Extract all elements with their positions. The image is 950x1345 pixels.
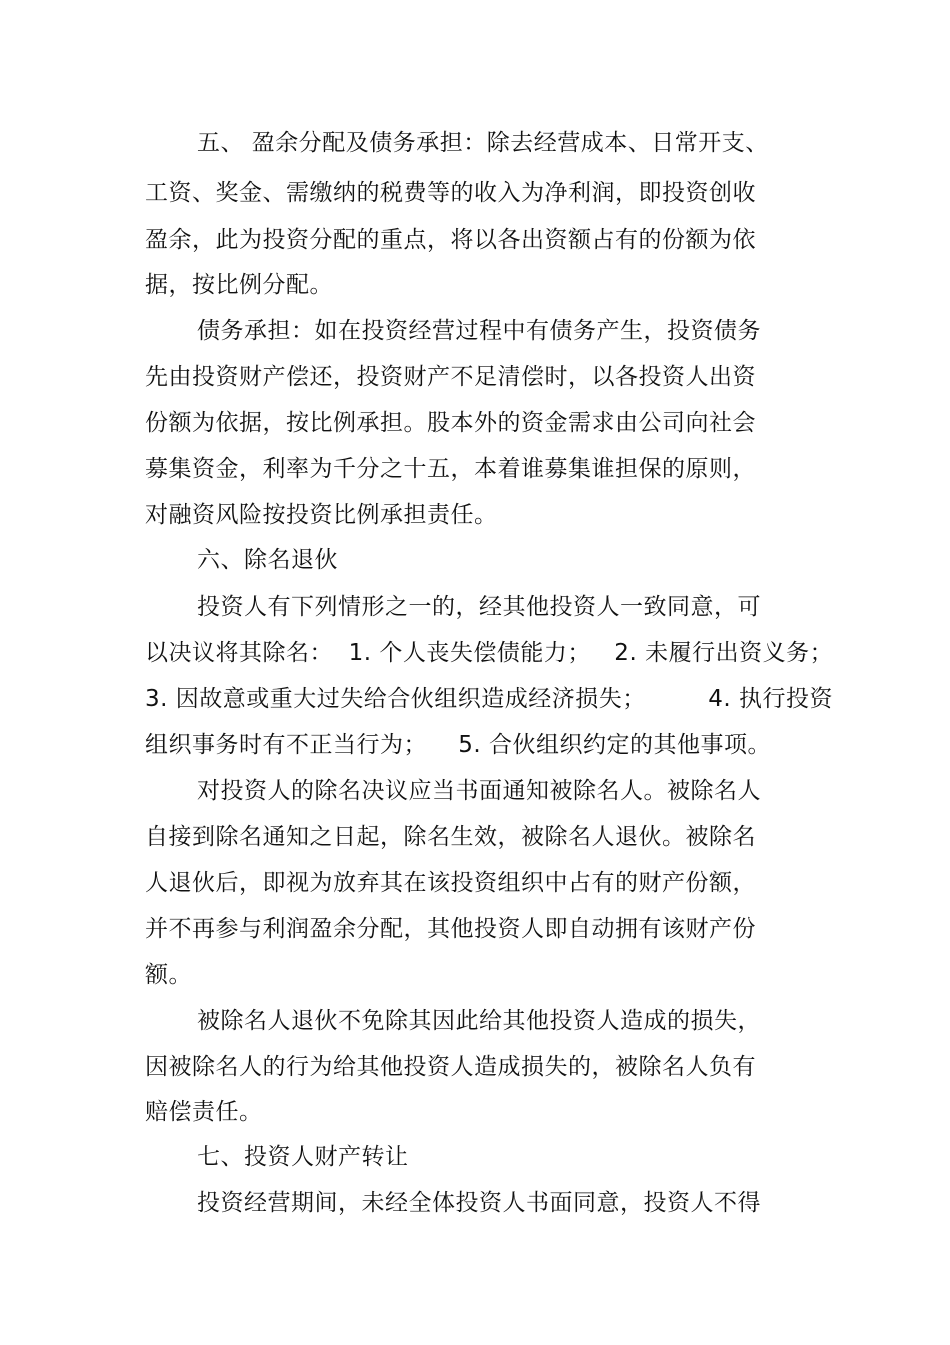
section-5-heading-line: 五、 盈余分配及债务承担：除去经营成本、日常开支、 [197, 130, 769, 156]
paragraph-line: 份额为依据，按比例承担。股本外的资金需求由公司向社会 [145, 410, 756, 436]
paragraph-line: 据，按比例分配。 [145, 272, 333, 298]
paragraph-line: 工资、奖金、需缴纳的税费等的收入为净利润，即投资创收 [145, 180, 756, 206]
section-6-heading: 六、除名退伙 [197, 547, 338, 573]
paragraph-line: 对投资人的除名决议应当书面通知被除名人。被除名人 [197, 778, 761, 804]
paragraph-line: 盈余，此为投资分配的重点，将以各出资额占有的份额为依 [145, 227, 756, 253]
paragraph-line: 自接到除名通知之日起，除名生效，被除名人退伙。被除名 [145, 824, 756, 850]
paragraph-line: 债务承担：如在投资经营过程中有债务产生，投资债务 [197, 318, 761, 344]
paragraph-line: 3. 因故意或重大过失给合伙组织造成经济损失； 4. 执行投资 [145, 686, 833, 712]
paragraph-line: 投资经营期间，未经全体投资人书面同意，投资人不得 [197, 1190, 761, 1216]
paragraph-line: 投资人有下列情形之一的，经其他投资人一致同意，可 [197, 594, 761, 620]
paragraph-line: 被除名人退伙不免除其因此给其他投资人造成的损失， [197, 1008, 761, 1034]
paragraph-line: 赔偿责任。 [145, 1099, 263, 1125]
paragraph-line: 募集资金，利率为千分之十五，本着谁募集谁担保的原则， [145, 456, 756, 482]
paragraph-line: 因被除名人的行为给其他投资人造成损失的，被除名人负有 [145, 1054, 756, 1080]
paragraph-line: 先由投资财产偿还，投资财产不足清偿时，以各投资人出资 [145, 364, 756, 390]
section-7-heading: 七、投资人财产转让 [197, 1144, 409, 1170]
paragraph-line: 对融资风险按投资比例承担责任。 [145, 502, 498, 528]
paragraph-line: 并不再参与利润盈余分配，其他投资人即自动拥有该财产份 [145, 916, 756, 942]
paragraph-line: 额。 [145, 962, 192, 988]
paragraph-line: 人退伙后，即视为放弃其在该投资组织中占有的财产份额， [145, 870, 756, 896]
paragraph-line: 以决议将其除名： 1. 个人丧失偿债能力； 2. 未履行出资义务； [145, 640, 834, 666]
paragraph-line: 组织事务时有不正当行为； 5. 合伙组织约定的其他事项。 [145, 732, 771, 758]
